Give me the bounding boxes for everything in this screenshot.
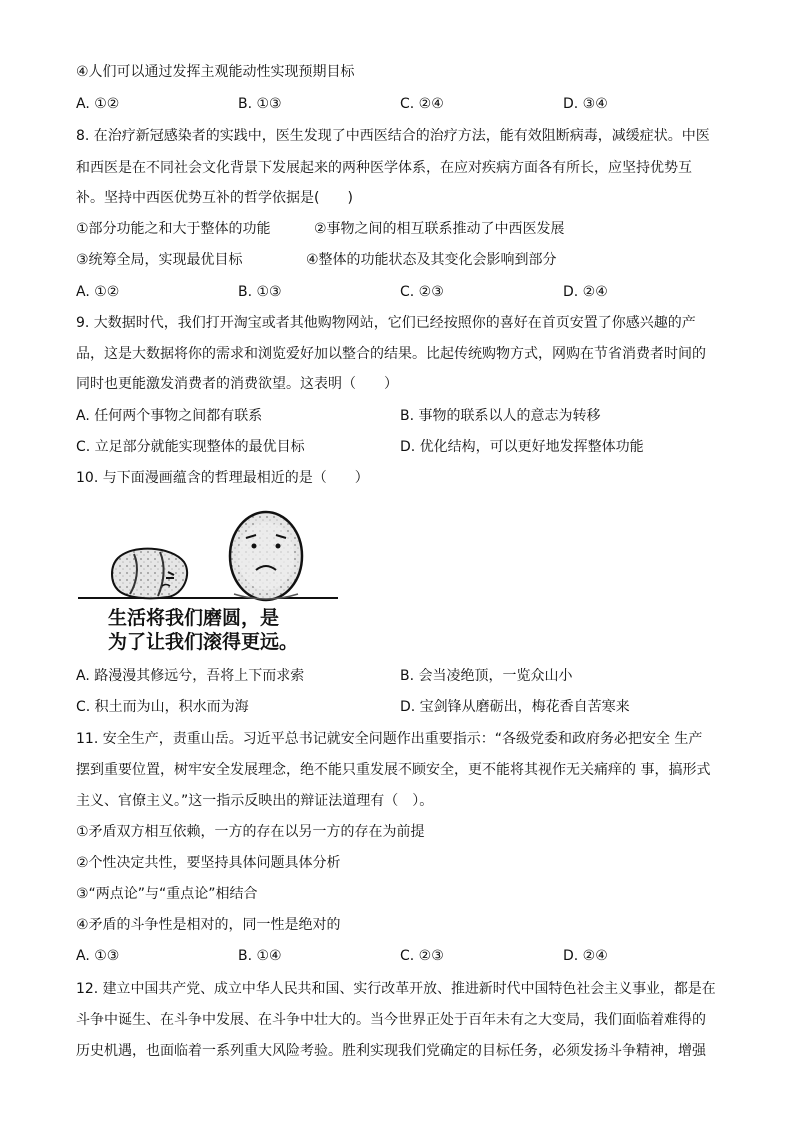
- q8-option-a: A. ①②: [76, 284, 120, 300]
- q11-statement-1: ①矛盾双方相互依赖，一方的存在以另一方的存在为前提: [76, 824, 425, 840]
- cartoon-caption-line-2: 为了让我们滚得更远。: [108, 631, 299, 653]
- q8-statement-3: ③统筹全局，实现最优目标: [76, 252, 243, 268]
- q8-statement-4: ④整体的功能状态及其变化会影响到部分: [306, 252, 557, 268]
- q7-option-d: D. ③④: [563, 96, 608, 112]
- q8-option-d: D. ②④: [563, 284, 608, 300]
- q8-option-c: C. ②③: [400, 284, 444, 300]
- q9-stem-line-1: 9. 大数据时代，我们打开淘宝或者其他购物网站，它们已经按照你的喜好在首页安置了你感兴趣的产: [76, 315, 696, 331]
- q12-stem-line-1: 12. 建立中国共产党、成立中华人民共和国、实行改革开放、推进新时代中国特色社会主义事业，都是在: [76, 981, 716, 997]
- cartoon-illustration: [76, 494, 338, 660]
- q8-option-b: B. ①③: [238, 284, 282, 300]
- q10-option-a: A. 路漫漫其修远兮，吾将上下而求索: [76, 668, 305, 684]
- q10-stem: 10. 与下面漫画蕴含的哲理最相近的是（ ）: [76, 470, 369, 486]
- q10-option-d: D. 宝剑锋从磨砺出，梅花香自苦寒来: [400, 699, 630, 715]
- q10-option-c: C. 积土而为山，积水而为海: [76, 699, 249, 715]
- q11-option-d: D. ②④: [563, 948, 608, 964]
- q8-stem-line-3: 补。坚持中西医优势互补的哲学依据是( ): [76, 190, 353, 206]
- q8-stem-line-1: 8. 在治疗新冠感染者的实践中，医生发现了中西医结合的治疗方法，能有效阻断病毒，减缓症状。中医: [76, 128, 710, 144]
- q7-option-a: A. ①②: [76, 96, 120, 112]
- q11-stem-line-3: 主义、官僚主义。”这一指示反映出的辩证法道理有（ ）。: [76, 793, 434, 809]
- q8-statement-1: ①部分功能之和大于整体的功能: [76, 221, 271, 237]
- q11-stem-line-2: 摆到重要位置，树牢安全发展理念，绝不能只重发展不顾安全，更不能将其视作无关痛痒的 事，搞形式: [76, 762, 711, 778]
- q11-option-a: A. ①③: [76, 948, 120, 964]
- q8-stem-line-2: 和西医是在不同社会文化背景下发展起来的两种医学体系，在应对疾病方面各有所长，应坚持优势互: [76, 160, 692, 176]
- q12-stem-line-3: 历史机遇，也面临着一系列重大风险考验。胜利实现我们党确定的目标任务，必须发扬斗争精神，增强: [76, 1043, 706, 1059]
- q7-option-b: B. ①③: [238, 96, 282, 112]
- q9-stem-line-2: 品，这是大数据将你的需求和浏览爱好加以整合的结果。比起传统购物方式，网购在节省消费者时间的: [76, 346, 706, 362]
- q11-statement-4: ④矛盾的斗争性是相对的，同一性是绝对的: [76, 917, 341, 933]
- q9-stem-line-3: 同时也更能激发消费者的消费欲望。这表明（ ）: [76, 376, 398, 392]
- q7-statement-4: ④人们可以通过发挥主观能动性实现预期目标: [76, 64, 355, 80]
- cartoon-caption-line-1: 生活将我们磨圆，是: [108, 607, 280, 629]
- q9-option-d: D. 优化结构，可以更好地发挥整体功能: [400, 439, 644, 455]
- q9-option-b: B. 事物的联系以人的意志为转移: [400, 408, 601, 424]
- q11-statement-2: ②个性决定共性，要坚持具体问题具体分析: [76, 855, 341, 871]
- q9-option-a: A. 任何两个事物之间都有联系: [76, 408, 263, 424]
- q11-stem-line-1: 11. 安全生产，责重山岳。习近平总书记就安全问题作出重要指示：“各级党委和政府务必把安全 生产: [76, 731, 703, 747]
- q11-option-b: B. ①④: [238, 948, 282, 964]
- q9-option-c: C. 立足部分就能实现整体的最优目标: [76, 439, 305, 455]
- q10-option-b: B. 会当凌绝顶，一览众山小: [400, 668, 573, 684]
- q7-option-c: C. ②④: [400, 96, 444, 112]
- q8-statement-2: ②事物之间的相互联系推动了中西医发展: [314, 221, 565, 237]
- q11-option-c: C. ②③: [400, 948, 444, 964]
- q11-statement-3: ③“两点论”与“重点论”相结合: [76, 886, 258, 902]
- q12-stem-line-2: 斗争中诞生、在斗争中发展、在斗争中壮大的。当今世界正处于百年未有之大变局，我们面临着难得的: [76, 1012, 706, 1028]
